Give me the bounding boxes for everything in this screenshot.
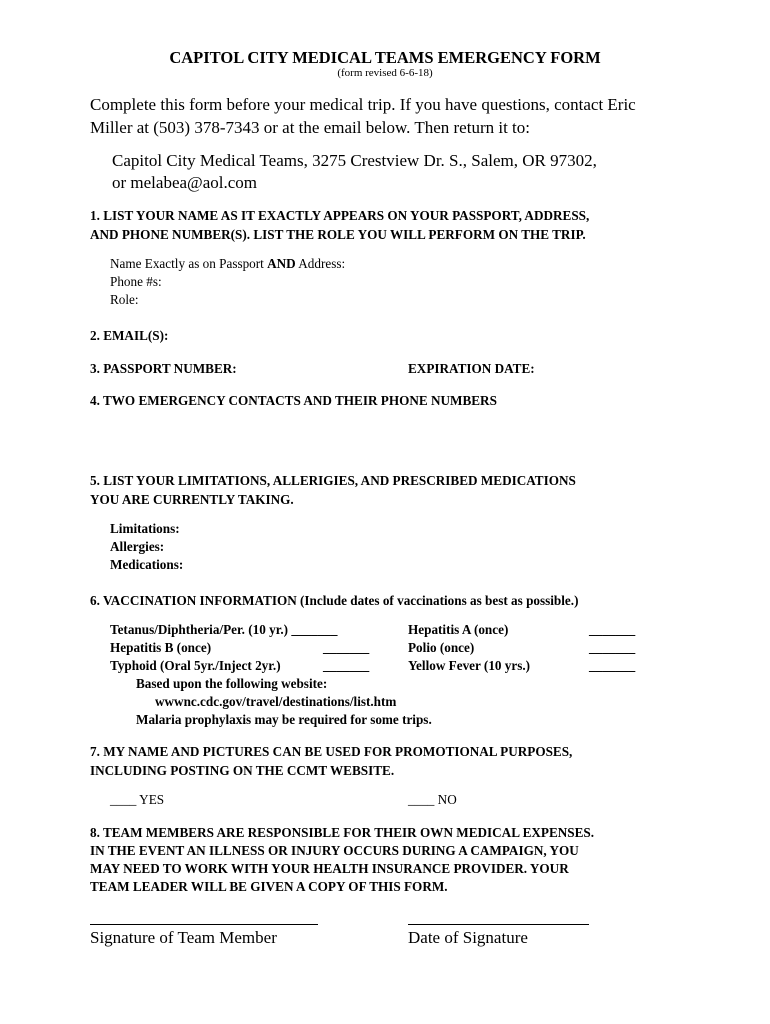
passport-number-field-label[interactable]: 3. PASSPORT NUMBER:: [90, 361, 237, 376]
emergency-contacts-field-label[interactable]: 4. TWO EMERGENCY CONTACTS AND THEIR PHONE NUMBERS: [90, 393, 497, 408]
email-field-label[interactable]: 2. EMAIL(S):: [90, 328, 169, 343]
vaccine-hepatitis-b: Hepatitis B (once): [110, 640, 212, 655]
section-7-heading-line-2: INCLUDING POSTING ON THE CCMT WEBSITE.: [90, 763, 395, 778]
vaccine-tetanus[interactable]: Tetanus/Diphtheria/Per. (10 yr.) _______: [110, 622, 338, 637]
vaccine-hepatitis-a-blank[interactable]: _______: [589, 622, 636, 637]
name-label-part-2: Address:: [295, 256, 346, 271]
vaccination-heading: 6. VACCINATION INFORMATION (Include dates of vaccinations as best as possible.): [90, 593, 579, 608]
limitations-field-label[interactable]: Limitations:: [110, 521, 180, 536]
vaccine-polio-blank[interactable]: _______: [589, 640, 636, 655]
vaccine-typhoid: Typhoid (Oral 5yr./Inject 2yr.): [110, 658, 281, 673]
vaccine-polio: Polio (once): [408, 640, 475, 655]
date-signature-label: Date of Signature: [408, 928, 528, 947]
date-signature-line[interactable]: [408, 924, 589, 925]
section-7-heading-line-1: 7. MY NAME AND PICTURES CAN BE USED FOR PROMOTIONAL PURPOSES,: [90, 744, 573, 759]
vaccination-source-note: Based upon the following website:: [136, 676, 328, 691]
expiration-date-field-label[interactable]: EXPIRATION DATE:: [408, 361, 535, 376]
section-8-line-2: IN THE EVENT AN ILLNESS OR INJURY OCCURS DURING A CAMPAIGN, YOU: [90, 843, 579, 858]
member-signature-line[interactable]: [90, 924, 318, 925]
vaccine-hepatitis-a: Hepatitis A (once): [408, 622, 509, 637]
form-revised-date: (form revised 6-6-18): [337, 67, 433, 79]
vaccine-hepatitis-b-blank[interactable]: _______: [323, 640, 370, 655]
section-8-line-1: 8. TEAM MEMBERS ARE RESPONSIBLE FOR THEIR OWN MEDICAL EXPENSES.: [90, 825, 595, 840]
form-title: CAPITOL CITY MEDICAL TEAMS EMERGENCY FORM: [169, 48, 601, 67]
vaccine-yellow-fever: Yellow Fever (10 yrs.): [408, 658, 531, 673]
intro-line-2: Miller at (503) 378-7343 or at the email below. Then return it to:: [90, 118, 530, 137]
section-1-heading-line-1: 1. LIST YOUR NAME AS IT EXACTLY APPEARS ON YOUR PASSPORT, ADDRESS,: [90, 208, 590, 223]
malaria-note: Malaria prophylaxis may be required for some trips.: [136, 712, 432, 727]
section-1-heading-line-2: AND PHONE NUMBER(S). LIST THE ROLE YOU WILL PERFORM ON THE TRIP.: [90, 227, 586, 242]
role-field-label[interactable]: Role:: [110, 292, 139, 307]
vaccine-yellow-fever-blank[interactable]: _______: [589, 658, 636, 673]
name-address-field-label[interactable]: [110, 256, 345, 272]
name-label-part-1: Name Exactly as on Passport: [110, 256, 268, 271]
name-label-and: AND: [267, 256, 296, 271]
intro-line-1: Complete this form before your medical trip. If you have questions, contact Eric: [90, 95, 636, 114]
section-5-heading-line-1: 5. LIST YOUR LIMITATIONS, ALLERIGIES, AND PRESCRIBED MEDICATIONS: [90, 473, 576, 488]
section-5-heading-line-2: YOU ARE CURRENTLY TAKING.: [90, 492, 294, 507]
allergies-field-label[interactable]: Allergies:: [110, 539, 165, 554]
cdc-website-text: wwwnc.cdc.gov/travel/destinations/list.htm: [155, 694, 397, 709]
promo-consent-yes[interactable]: ____ YES: [110, 792, 165, 807]
return-address-line-2: or melabea@aol.com: [112, 173, 257, 192]
medications-field-label[interactable]: Medications:: [110, 557, 184, 572]
return-address-line-1: Capitol City Medical Teams, 3275 Crestview Dr. S., Salem, OR 97302,: [112, 151, 597, 170]
section-8-line-4: TEAM LEADER WILL BE GIVEN A COPY OF THIS FORM.: [90, 879, 448, 894]
vaccine-typhoid-blank[interactable]: _______: [323, 658, 370, 673]
promo-consent-no[interactable]: ____ NO: [408, 792, 457, 807]
section-8-line-3: MAY NEED TO WORK WITH YOUR HEALTH INSURANCE PROVIDER. YOUR: [90, 861, 569, 876]
member-signature-label: Signature of Team Member: [90, 928, 277, 947]
phone-field-label[interactable]: Phone #s:: [110, 274, 162, 289]
